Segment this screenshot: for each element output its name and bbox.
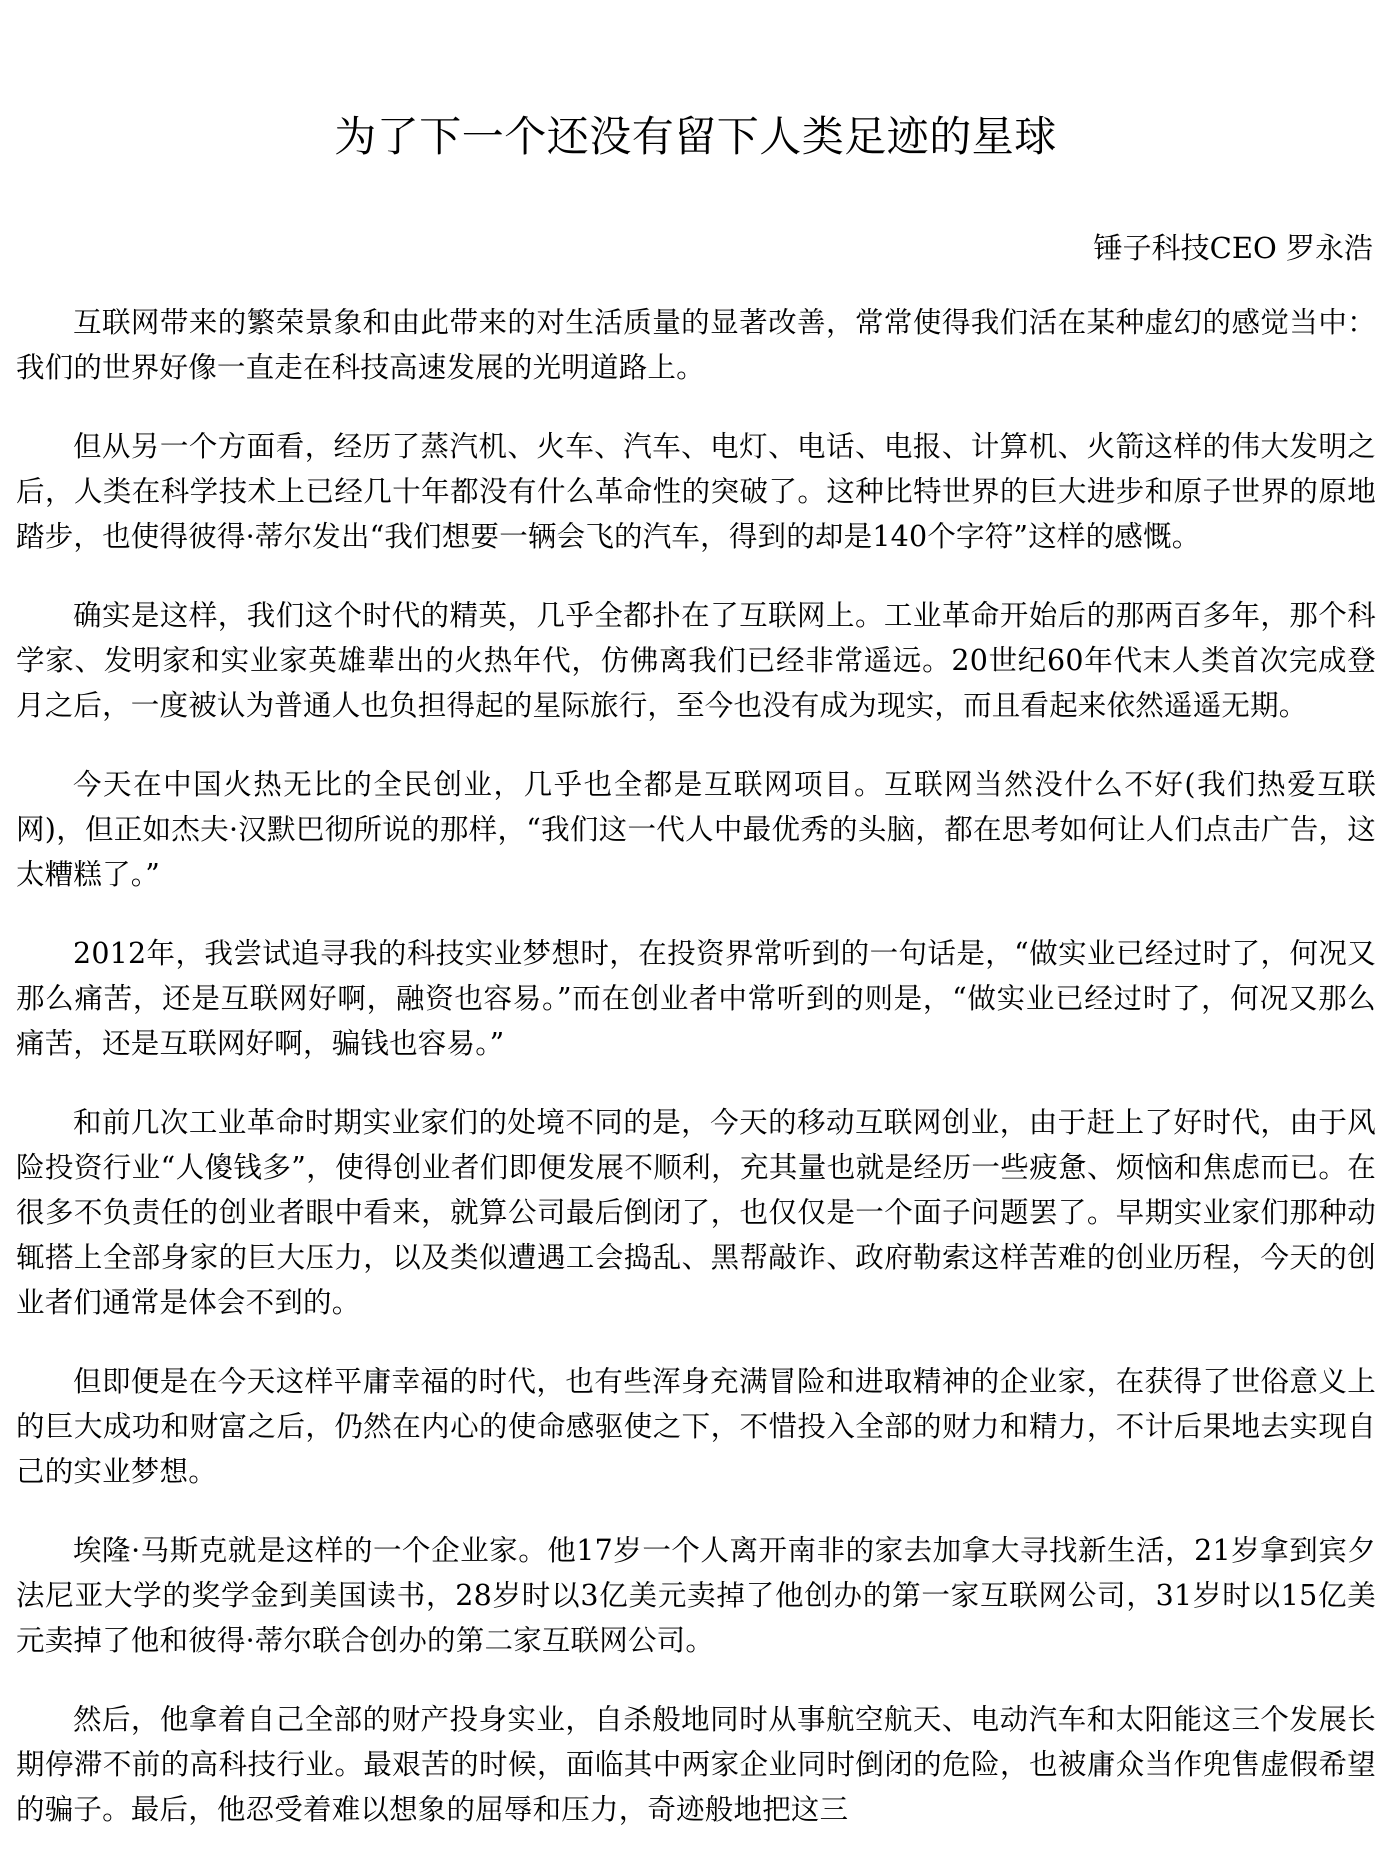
paragraph: 互联网带来的繁荣景象和由此带来的对生活质量的显著改善，常常使得我们活在某种虚幻的感觉当中：我们的世界好像一直走在科技高速发展的光明道路上。 [16, 306, 1376, 384]
paragraph: 但从另一个方面看，经历了蒸汽机、火车、汽车、电灯、电话、电报、计算机、火箭这样的伟大发明之后，人类在科学技术上已经几十年都没有什么革命性的突破了。这种比特世界的巨大进步和原子世界的原地踏步，也使得彼得·蒂尔发出“我们想要一辆会飞的汽车，得到的却是140个字符”这样的感慨。 [16, 430, 1376, 553]
paragraph: 和前几次工业革命时期实业家们的处境不同的是，今天的移动互联网创业，由于赶上了好时代，由于风险投资行业“人傻钱多”，使得创业者们即便发展不顺利，充其量也就是经历一些疲惫、烦恼和焦虑而已。在很多不负责任的创业者眼中看来，就算公司最后倒闭了，也仅仅是一个面子问题罢了。早期实业家们那种动辄搭上全部身家的巨大压力，以及类似遭遇工会捣乱、黑帮敲诈、政府勒索这样苦难的创业历程，今天的创业者们通常是体会不到的。 [16, 1106, 1376, 1319]
author-byline: 锤子科技CEO 罗永浩 [1093, 231, 1373, 265]
paragraph: 2012年，我尝试追寻我的科技实业梦想时，在投资界常听到的一句话是，“做实业已经过时了，何况又那么痛苦，还是互联网好啊，融资也容易。”而在创业者中常听到的则是，“做实业已经过时了，何况又那么痛苦，还是互联网好啊，骗钱也容易。” [16, 937, 1376, 1060]
document-body [16, 300, 1376, 1866]
paragraph: 埃隆·马斯克就是这样的一个企业家。他17岁一个人离开南非的家去加拿大寻找新生活，21岁拿到宾夕法尼亚大学的奖学金到美国读书，28岁时以3亿美元卖掉了他创办的第一家互联网公司，31岁时以15亿美元卖掉了他和彼得·蒂尔联合创办的第二家互联网公司。 [16, 1534, 1376, 1657]
paragraph: 但即便是在今天这样平庸幸福的时代，也有些浑身充满冒险和进取精神的企业家，在获得了世俗意义上的巨大成功和财富之后，仍然在内心的使命感驱使之下，不惜投入全部的财力和精力，不计后果地去实现自己的实业梦想。 [16, 1365, 1376, 1488]
paragraph: 确实是这样，我们这个时代的精英，几乎全都扑在了互联网上。工业革命开始后的那两百多年，那个科学家、发明家和实业家英雄辈出的火热年代，仿佛离我们已经非常遥远。20世纪60年代末人类首次完成登月之后，一度被认为普通人也负担得起的星际旅行，至今也没有成为现实，而且看起来依然遥遥无期。 [16, 599, 1376, 722]
paragraph: 然后，他拿着自己全部的财产投身实业，自杀般地同时从事航空航天、电动汽车和太阳能这三个发展长期停滞不前的高科技行业。最艰苦的时候，面临其中两家企业同时倒闭的危险，也被庸众当作兜售虚假希望的骗子。最后，他忍受着难以想象的屈辱和压力，奇迹般地把这三 [16, 1703, 1376, 1826]
paragraph: 今天在中国火热无比的全民创业，几乎也全都是互联网项目。互联网当然没什么不好(我们热爱互联网)，但正如杰夫·汉默巴彻所说的那样，“我们这一代人中最优秀的头脑，都在思考如何让人们点击广告，这太糟糕了。” [16, 768, 1376, 891]
document-title: 为了下一个还没有留下人类足迹的星球 [334, 112, 1057, 161]
